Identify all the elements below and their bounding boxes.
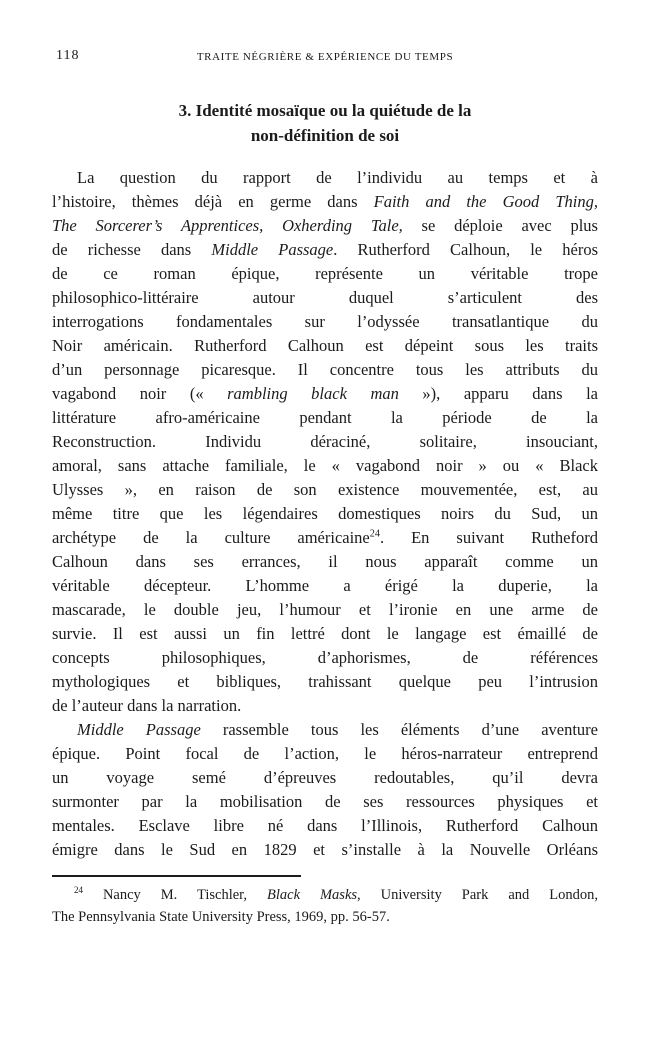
- footnote-rule: [52, 875, 301, 877]
- body-line: mascarade, le double jeu, l’humour et l’ironie en une arme de: [52, 600, 598, 619]
- footnote: [52, 875, 598, 928]
- section-heading-line2: non-définition de soi: [250, 126, 400, 145]
- body-line: vagabond noir (« rambling black man »), apparu dans la: [52, 384, 598, 403]
- body-line: de ce roman épique, représente un véritable trope: [52, 264, 598, 283]
- body-line: mythologiques et bibliques, trahissant quelque peu l’intrusion: [52, 672, 598, 691]
- body-line: épique. Point focal de l’action, le héros-narrateur entreprend: [52, 744, 598, 763]
- body-line: concepts philosophiques, d’aphorismes, de références: [52, 648, 598, 667]
- body-line: Reconstruction. Individu déraciné, solitaire, insouciant,: [52, 432, 598, 451]
- body-line: La question du rapport de l’individu au temps et à: [77, 168, 598, 187]
- body-line: de richesse dans Middle Passage. Rutherford Calhoun, le héros: [52, 240, 598, 259]
- body-line: même titre que les légendaires domestiques noirs du Sud, un: [52, 504, 598, 523]
- body-line: mentales. Esclave libre né dans l’Illinois, Rutherford Calhoun: [52, 816, 598, 835]
- footnote-line: $^{24}$ Nancy M. Tischler, Black Masks, University Park and London,: [74, 885, 598, 903]
- body-line: The Sorcerer’s Apprentices, Oxherding Tale, se déploie avec plus: [52, 216, 598, 235]
- body-line: de l’auteur dans la narration.: [52, 696, 242, 715]
- body-line: Calhoun dans ses errances, il nous apparaît comme un: [52, 552, 598, 571]
- body-line: amoral, sans attache familiale, le « vagabond noir » ou « Black: [52, 456, 598, 475]
- running-header-title: TRAITE NÉGRIÈRE & EXPÉRIENCE DU TEMPS: [196, 51, 454, 63]
- body-line: l’histoire, thèmes déjà en germe dans Faith and the Good Thing,: [52, 192, 598, 211]
- body-line: d’un personnage picaresque. Il concentre tous les attributs du: [52, 360, 598, 379]
- body-line: archétype de la culture américaine$^{24}$. En suivant Rutheford: [52, 528, 598, 547]
- section-heading-line1: 3. Identité mosaïque ou la quiétude de la: [178, 101, 472, 120]
- body-text: [52, 166, 598, 862]
- body-line: un voyage semé d’épreuves redoutables, qu’il devra: [52, 768, 598, 787]
- body-line: Noir américain. Rutherford Calhoun est dépeint sous les traits: [52, 336, 598, 355]
- body-line: survie. Il est aussi un fin lettré dont le langage est émaillé de: [52, 624, 598, 643]
- body-line: émigre dans le Sud en 1829 et s’installe à la Nouvelle Orléans: [52, 840, 598, 859]
- body-line: Middle Passage rassemble tous les éléments d’une aventure: [77, 720, 598, 739]
- body-line: interrogations fondamentales sur l’odyssée transatlantique du: [52, 312, 598, 331]
- body-line: Ulysses », en raison de son existence mouvementée, est, au: [52, 480, 598, 499]
- body-line: surmonter par la mobilisation de ses ressources physiques et: [52, 792, 598, 811]
- body-line: littérature afro-américaine pendant la période de la: [52, 408, 598, 427]
- running-header: [52, 48, 598, 66]
- footnote-line: The Pennsylvania State University Press, 1969, pp. 56-57.: [52, 909, 390, 925]
- body-line: véritable décepteur. L’homme a érigé la duperie, la: [52, 576, 598, 595]
- page-number: 118: [56, 48, 80, 63]
- section-heading: [52, 98, 598, 148]
- footnote-text: [52, 884, 598, 928]
- body-line: philosophico-littéraire autour duquel s’articulent des: [52, 288, 598, 307]
